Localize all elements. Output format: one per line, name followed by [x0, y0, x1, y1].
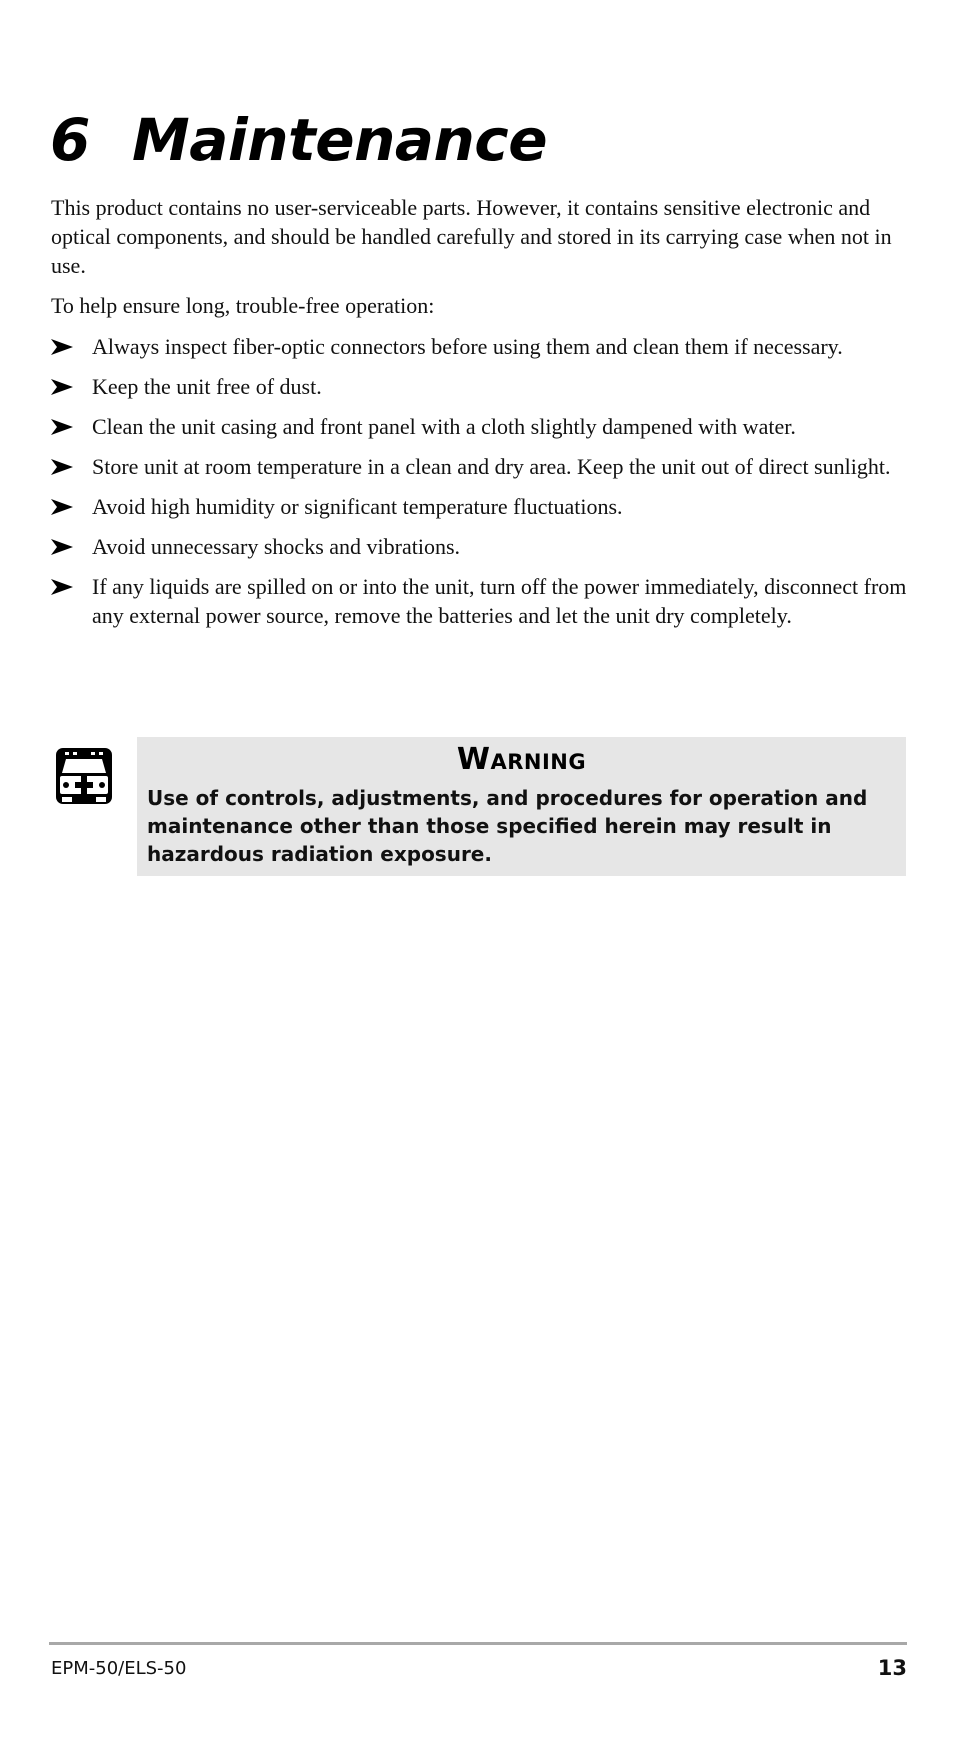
arrow-bullet-icon — [51, 339, 73, 355]
page-number: 13 — [877, 1656, 907, 1680]
arrow-bullet-icon — [51, 419, 73, 435]
arrow-bullet-icon — [51, 379, 73, 395]
ambulance-icon — [53, 745, 115, 807]
maintenance-list — [51, 332, 911, 630]
intro-paragraph: This product contains no user-serviceable parts. However, it contains sensitive electronic and optical components, and should be handled carefully and stored in its carrying case when not in use. — [51, 195, 892, 278]
chapter-title-text: Maintenance — [132, 106, 548, 174]
arrow-bullet-icon — [51, 579, 73, 595]
list-item — [51, 572, 911, 630]
chapter-title — [50, 100, 547, 180]
arrow-bullet-icon — [51, 459, 73, 475]
list-item-text: Always inspect fiber-optic connectors before using them and clean them if necessary. — [92, 334, 843, 359]
list-item — [51, 412, 911, 441]
arrow-bullet-icon — [51, 539, 73, 555]
list-item — [51, 492, 911, 521]
warning-text: Use of controls, adjustments, and procedures for operation and maintenance other than those specified herein may result in hazardous radiation exposure. — [147, 786, 868, 866]
list-item — [51, 532, 911, 561]
list-item-text: Avoid unnecessary shocks and vibrations. — [92, 534, 461, 559]
footer-document-name: EPM-50/ELS-50 — [51, 1658, 187, 1679]
footer-divider — [49, 1642, 907, 1645]
list-item-text: Store unit at room temperature in a clean and dry area. Keep the unit out of direct sunlight. — [92, 454, 891, 479]
list-item — [51, 332, 911, 361]
list-item — [51, 452, 911, 481]
list-item-text: Clean the unit casing and front panel with a cloth slightly dampened with water. — [92, 414, 796, 439]
list-item-text: Avoid high humidity or significant temperature fluctuations. — [92, 494, 623, 519]
list-item-text: If any liquids are spilled on or into the unit, turn off the power immediately, disconnect from any external power source, remove the batteries and let the unit dry completely. — [92, 574, 907, 628]
chapter-body — [51, 193, 911, 641]
warning-box — [137, 737, 906, 876]
list-item — [51, 372, 911, 401]
lead-in-paragraph: To help ensure long, trouble-free operation: — [51, 293, 435, 318]
warning-heading: Warning — [456, 742, 587, 777]
list-item-text: Keep the unit free of dust. — [92, 374, 322, 399]
warning-callout — [51, 737, 906, 876]
arrow-bullet-icon — [51, 499, 73, 515]
chapter-number: 6 — [50, 106, 90, 174]
